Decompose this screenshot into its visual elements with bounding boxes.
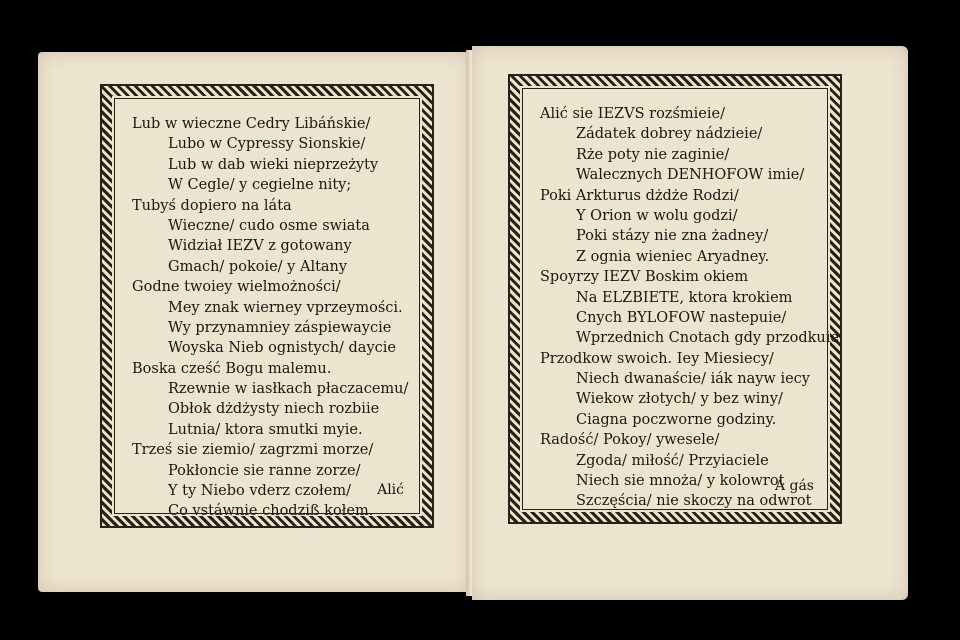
poem-line: Lub w wieczne Cedry Libáńskie/ bbox=[132, 116, 371, 132]
poem-line: Poki stázy nie zna żadney/ bbox=[576, 228, 769, 245]
poem-line: Niech sie mnoża/ y kolowrot bbox=[576, 473, 785, 490]
poem-line: Lubo w Cypressy Sionskie/ bbox=[168, 136, 366, 153]
right-poem-text bbox=[540, 104, 839, 512]
poem-line: Zgoda/ miłość/ Przyiaciele bbox=[576, 452, 769, 469]
poem-line: Boska cześć Bogu malemu. bbox=[132, 360, 332, 377]
left-catchword: Alić bbox=[377, 482, 404, 498]
poem-line: Obłok dżdżysty niech rozbiie bbox=[168, 401, 380, 418]
left-poem-text bbox=[132, 114, 414, 522]
poem-line: Wy przynamniey záspiewaycie bbox=[168, 319, 392, 336]
poem-line: Poki Arkturus dżdże Rodzi/ bbox=[540, 187, 739, 204]
poem-line: Cnych BYLOFOW nastepuie/ bbox=[576, 309, 787, 326]
poem-line: Mey znak wierney vprzeymości. bbox=[168, 299, 403, 316]
poem-line: Wiekow złotych/ y bez winy/ bbox=[576, 391, 783, 408]
poem-line: Y ty Niebo vderz czołem/ bbox=[168, 483, 351, 500]
poem-line: Ciagna poczworne godziny. bbox=[576, 411, 777, 428]
poem-line: Walecznych DENHOFOW imie/ bbox=[576, 167, 805, 184]
poem-line: Rże poty nie zaginie/ bbox=[576, 146, 730, 163]
poem-line: Gmach/ pokoie/ y Altany bbox=[168, 258, 348, 275]
poem-line: Tubyś dopiero na láta bbox=[132, 197, 292, 214]
poem-line: Pokłoncie sie ranne zorze/ bbox=[168, 462, 361, 479]
poem-line: Alić sie IEZVS rozśmieie/ bbox=[540, 106, 725, 122]
poem-line: Y Orion w wolu godzi/ bbox=[576, 207, 738, 224]
right-catchword: A gás bbox=[774, 478, 814, 494]
poem-line: Zádatek dobrey nádzieie/ bbox=[576, 126, 763, 143]
right-page bbox=[472, 46, 908, 600]
poem-line: Widział IEZV z gotowany bbox=[168, 238, 352, 255]
poem-line: Lutnia/ ktora smutki myie. bbox=[168, 421, 363, 438]
right-ornamental-frame bbox=[508, 74, 842, 524]
poem-line: Niech dwanaście/ iák nayw iecy bbox=[576, 371, 810, 388]
left-ornamental-frame bbox=[100, 84, 434, 528]
poem-line: Trześ sie ziemio/ zagrzmi morze/ bbox=[132, 442, 374, 459]
poem-line: Godne twoiey wielmożności/ bbox=[132, 279, 341, 296]
poem-line: Woyska Nieb ognistych/ daycie bbox=[168, 340, 396, 357]
poem-line: Wprzednich Cnotach gdy przodkuie bbox=[576, 330, 839, 347]
poem-line: W Cegle/ y cegielne nity; bbox=[168, 177, 352, 194]
poem-line: Lub w dab wieki nieprzeżyty bbox=[168, 156, 379, 173]
left-page bbox=[38, 52, 470, 592]
poem-line: Na ELZBIETE, ktora krokiem bbox=[576, 289, 793, 306]
poem-line: Z ognia wieniec Aryadney. bbox=[576, 248, 770, 265]
poem-line: Spoyrzy IEZV Boskim okiem bbox=[540, 269, 749, 286]
poem-line: Rzewnie w iasłkach płaczacemu/ bbox=[168, 381, 409, 398]
poem-line: Radość/ Pokoy/ ywesele/ bbox=[540, 432, 720, 449]
poem-line: Co vstáwnie chodziß kołem. bbox=[168, 503, 374, 520]
poem-line: Szczęścia/ nie skoczy na odwrot bbox=[576, 493, 812, 510]
poem-line: Przodkow swoich. Iey Miesiecy/ bbox=[540, 350, 774, 367]
poem-line: Wieczne/ cudo osme swiata bbox=[168, 217, 370, 234]
